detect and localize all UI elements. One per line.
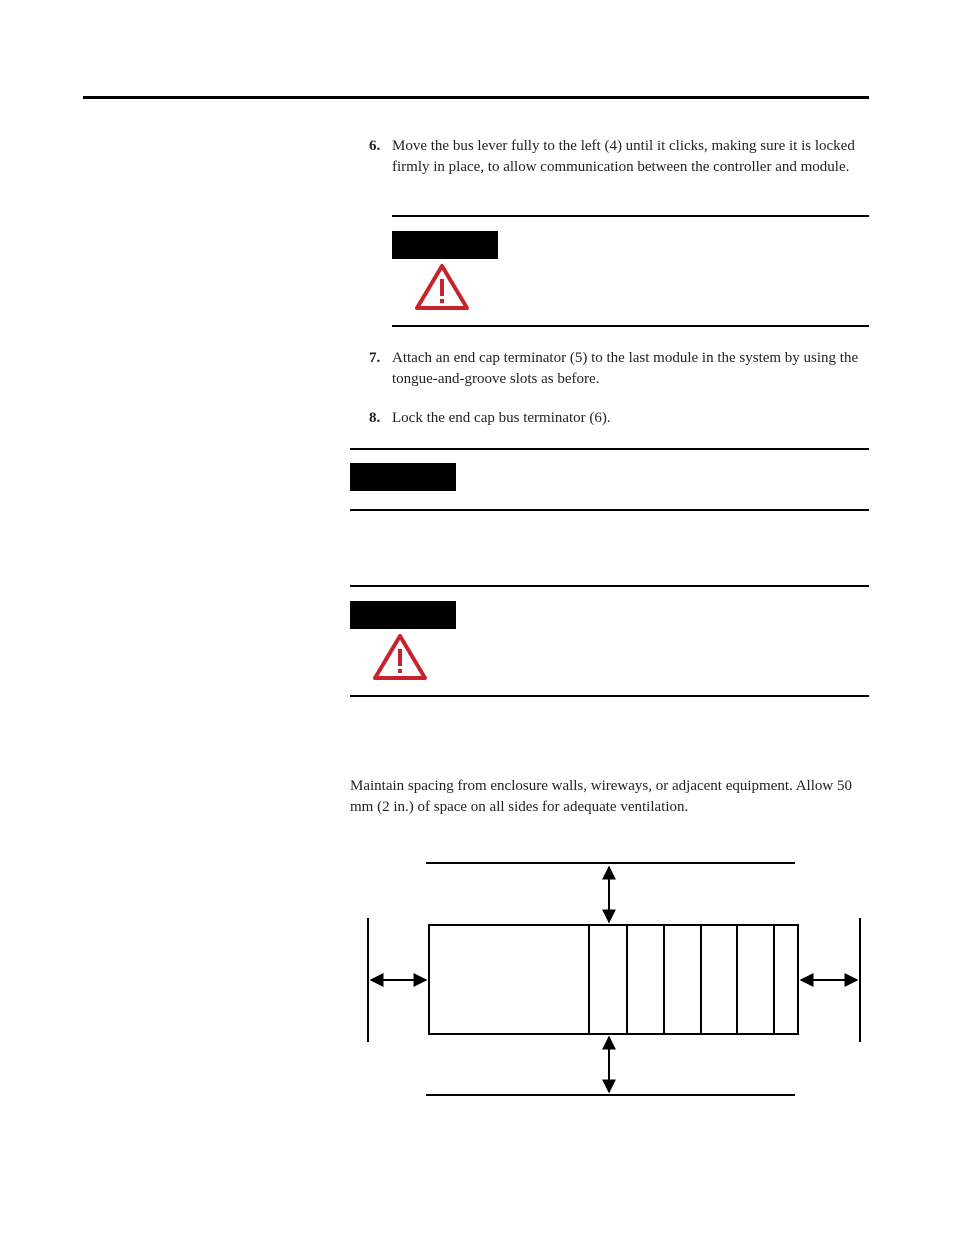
- callout-bottom-rule: [350, 695, 869, 697]
- callout-bottom-rule: [392, 325, 869, 327]
- warning-triangle-icon: [414, 262, 470, 312]
- callout-top-rule: [392, 215, 869, 217]
- step-number: 7.: [369, 350, 381, 366]
- spacing-diagram: [360, 855, 870, 1105]
- step-number: 6.: [369, 138, 381, 154]
- module-assembly: [429, 925, 798, 1034]
- callout-top-rule: [350, 585, 869, 587]
- header-rule: [83, 96, 869, 99]
- step-text: Lock the end cap bus terminator (6).: [392, 410, 611, 426]
- step-text: Attach an end cap terminator (5) to the last module in the system by using the tongue-and-groove slots as before.: [392, 350, 859, 387]
- callout-bottom-rule: [350, 509, 869, 511]
- warning-triangle-icon: [372, 632, 428, 682]
- controller-outline: [429, 925, 798, 1034]
- step-number: 8.: [369, 410, 381, 426]
- important-label: [350, 463, 456, 491]
- step-7: [369, 348, 869, 390]
- step-6: [369, 136, 869, 198]
- step-8: [369, 408, 869, 430]
- attention-label: [392, 231, 498, 259]
- attention-label: [350, 601, 456, 629]
- step-text: Move the bus lever fully to the left (4) until it clicks, making sure it is locked firmly in place, to allow communication between the controller and module.: [392, 138, 855, 175]
- spacing-paragraph: Maintain spacing from enclosure walls, wireways, or adjacent equipment. Allow 50 mm (2 in.) of space on all sides for adequate ventilation.: [350, 778, 852, 815]
- callout-top-rule: [350, 448, 869, 450]
